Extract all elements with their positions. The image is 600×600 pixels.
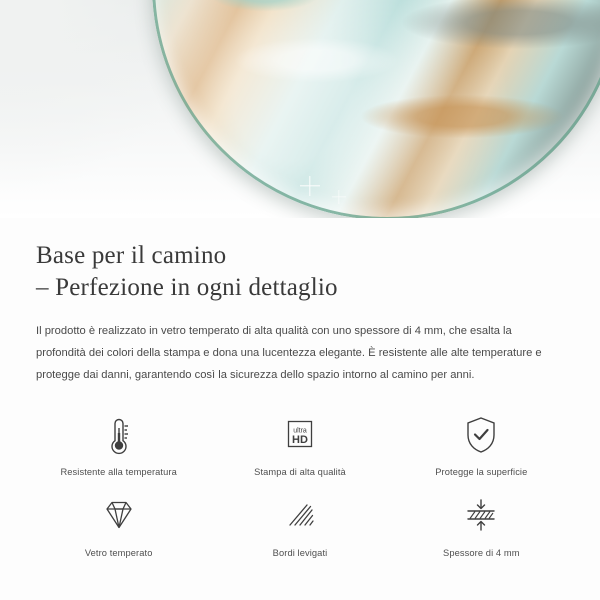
page-title (36, 240, 564, 304)
feature-label: Spessore di 4 mm (443, 548, 520, 558)
thickness-arrows-icon (460, 493, 502, 539)
feature-item-temperature (28, 412, 209, 477)
svg-text:ultra: ultra (293, 427, 307, 435)
feature-item-print-quality (209, 412, 390, 477)
feature-label: Protegge la superficie (435, 467, 528, 477)
thermometer-icon (100, 412, 138, 458)
svg-text:HD: HD (292, 434, 308, 446)
glass-plate-product (152, 0, 600, 218)
feature-label: Resistente alla temperatura (60, 467, 177, 477)
description-paragraph: Il prodotto è realizzato in vetro temperato di alta qualità con uno spessore di 4 mm, che esalta la profondità dei colori della stampa e dona una lucentezza elegante. È resistente alle alte temperature e protegge dai danni, garantendo così la sicurezza dello spazio intorno al camino per anni. (36, 325, 542, 381)
feature-label: Bordi levigati (272, 548, 328, 558)
ultra-hd-icon (280, 412, 320, 458)
feature-label: Vetro temperato (84, 548, 153, 558)
headline-line-1: Base per il camino (36, 242, 227, 269)
headline-line-2: – Perfezione in ogni dettaglio (36, 274, 338, 301)
feature-item-thickness (391, 493, 572, 558)
feature-grid (0, 412, 600, 558)
diamond-icon (98, 493, 140, 539)
feature-item-surface-protection (391, 412, 572, 477)
feature-label: Stampa di alta qualità (254, 467, 346, 477)
text-content (0, 218, 600, 386)
shield-check-icon (460, 412, 502, 458)
hero-image (0, 0, 600, 218)
polished-edges-icon (279, 493, 321, 539)
feature-item-polished-edges (209, 493, 390, 558)
feature-item-tempered-glass (28, 493, 209, 558)
